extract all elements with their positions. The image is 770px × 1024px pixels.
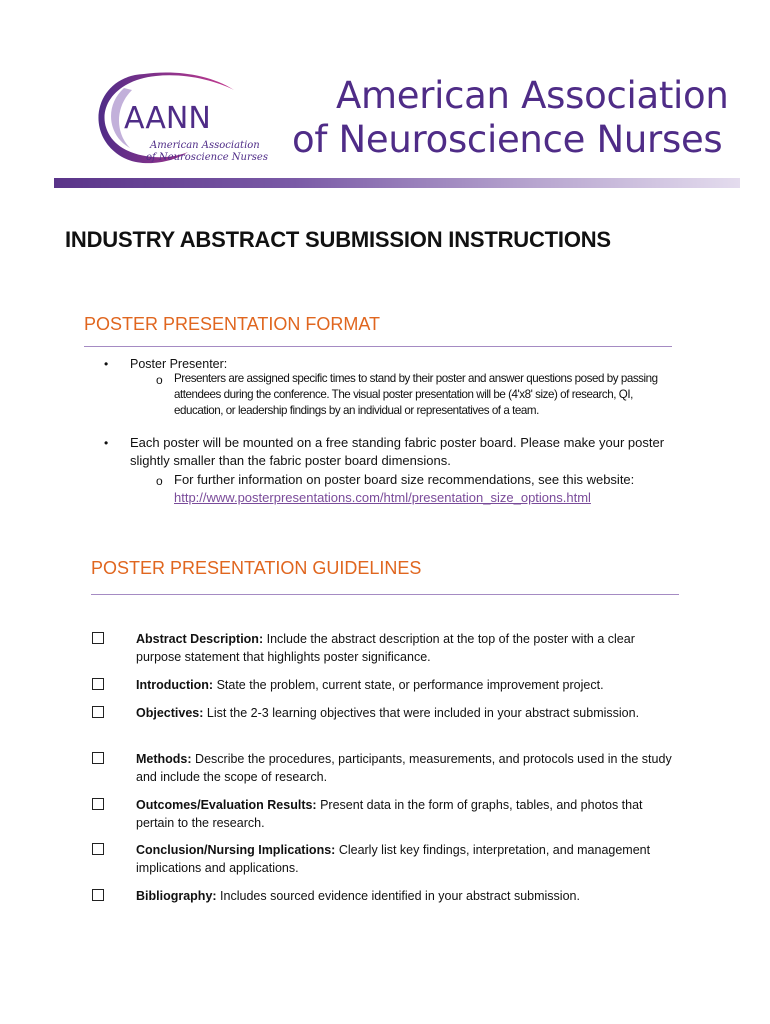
guideline-text: State the problem, current state, or performance improvement project. (216, 678, 604, 692)
guideline-text: Clearly list key findings, interpretation, and management implications and applications. (136, 843, 651, 875)
guideline-label: Bibliography: (136, 889, 217, 903)
guideline-text: Includes sourced evidence identified in your abstract submission. (220, 889, 580, 903)
format-section-heading: POSTER PRESENTATION FORMAT (84, 314, 381, 334)
guideline-checkbox[interactable] (92, 632, 104, 644)
org-name-line2: of Neuroscience Nurses (292, 118, 723, 161)
guideline-label: Methods: (136, 752, 192, 766)
guideline-item (136, 796, 676, 832)
bullet1-subtext: Presenters are assigned specific times to stand by their poster and answer questions posed by passing attendees during the conference. The visual poster presentation will be (4'x8' size) of research, QI, education, or leadership findings by an individual or representatives of a team. (174, 372, 658, 417)
guideline-text: List the 2-3 learning objectives that were included in your abstract submission. (206, 706, 640, 720)
bullet2-text: Each poster will be mounted on a free standing fabric poster board. Please make your poster slightly smaller than the fabric poster board dimensions. (130, 435, 665, 468)
logo-subtext-1: American Association (150, 140, 260, 151)
guideline-checkbox[interactable] (92, 752, 104, 764)
guideline-item (136, 750, 676, 786)
guideline-label: Introduction: (136, 678, 214, 692)
guideline-label: Objectives: (136, 706, 204, 720)
guideline-label: Outcomes/Evaluation Results: (136, 798, 317, 812)
guideline-text: Include the abstract description at the top of the poster with a clear purpose statement that highlights poster significance. (136, 632, 635, 664)
bullet1-text: Poster Presenter: (130, 357, 228, 371)
aann-logo (84, 66, 274, 176)
header-divider-bar (54, 178, 740, 188)
logo-acronym: AANN (124, 101, 211, 136)
guideline-label: Abstract Description: (136, 632, 264, 646)
org-name-line1: American Association (336, 74, 729, 117)
guidelines-section-rule (91, 594, 679, 595)
poster-size-link[interactable]: http://www.posterpresentations.com/html/presentation_size_options.html (174, 490, 591, 505)
guidelines-section-heading: POSTER PRESENTATION GUIDELINES (91, 558, 422, 578)
guideline-item (136, 676, 676, 694)
guideline-label: Conclusion/Nursing Implications: (136, 843, 336, 857)
sub-bullet-marker: o (156, 373, 163, 387)
format-section-rule (84, 346, 672, 347)
guideline-text: Present data in the form of graphs, tables, and photos that pertain to the research. (136, 798, 643, 830)
sub-bullet-marker: o (156, 474, 163, 488)
guideline-item (136, 704, 676, 722)
guideline-checkbox[interactable] (92, 798, 104, 810)
bullet-dot: • (104, 436, 109, 450)
guideline-checkbox[interactable] (92, 678, 104, 690)
guideline-item (136, 630, 676, 666)
guideline-item (136, 887, 676, 905)
guideline-item (136, 841, 676, 877)
document-title: INDUSTRY ABSTRACT SUBMISSION INSTRUCTIONS (65, 227, 611, 252)
organization-name (292, 74, 729, 162)
bullet-dot: • (104, 357, 109, 371)
guideline-checkbox[interactable] (92, 706, 104, 718)
bullet2-subtext: For further information on poster board size recommendations, see this website: (174, 472, 635, 487)
guideline-checkbox[interactable] (92, 843, 104, 855)
guideline-checkbox[interactable] (92, 889, 104, 901)
logo-subtext-2: of Neuroscience Nurses (146, 152, 268, 163)
guideline-text: Describe the procedures, participants, measurements, and protocols used in the study and include the scope of research. (136, 752, 672, 784)
